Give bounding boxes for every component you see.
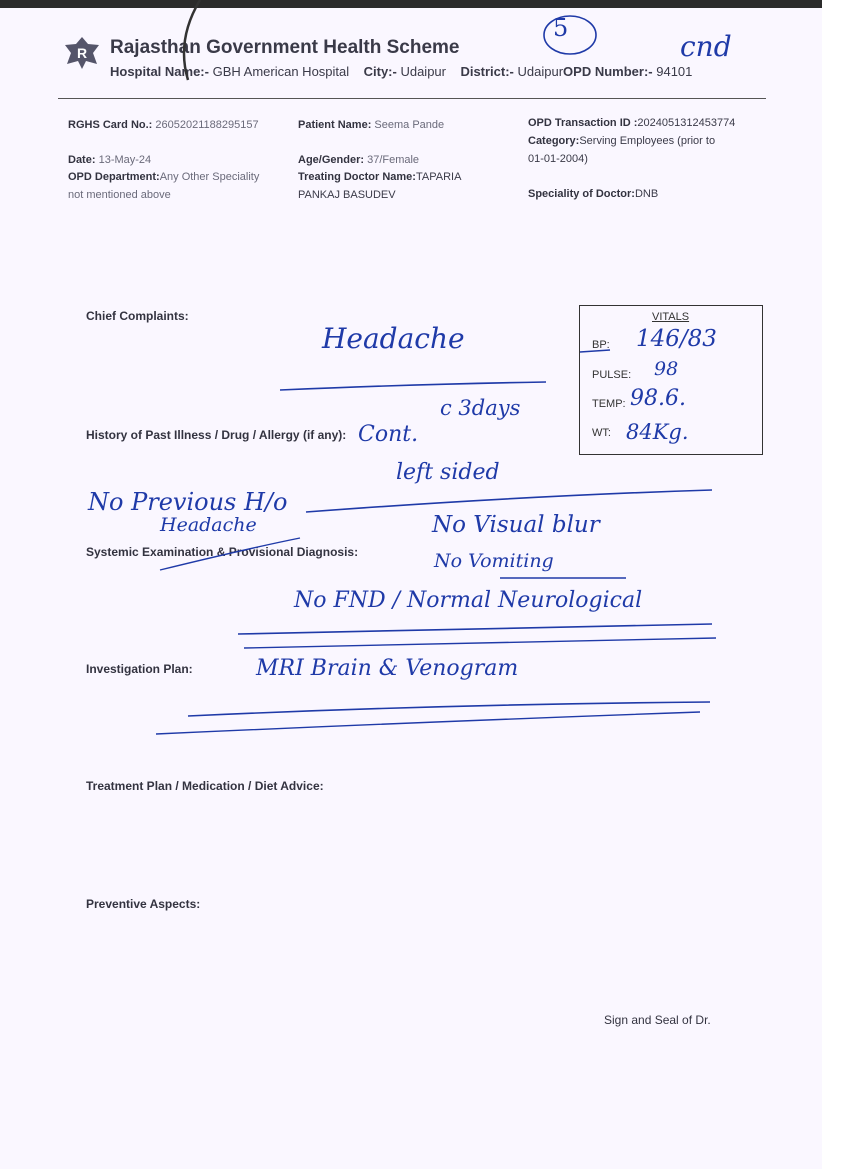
rghs-card-label: RGHS Card No.: xyxy=(68,119,153,131)
initials-scribble: cnd xyxy=(680,30,732,63)
number-circle xyxy=(544,16,596,54)
paper-clip-mark xyxy=(184,0,200,80)
rghs-card-value: 26052021188295157 xyxy=(155,119,259,131)
diagnosis-underline xyxy=(238,624,712,634)
preventive-aspects-label: Preventive Aspects: xyxy=(86,897,201,911)
chief-complaint-underline xyxy=(280,382,546,390)
bp-label: BP: xyxy=(592,339,610,351)
sign-and-seal-label: Sign and Seal of Dr. xyxy=(604,1013,711,1027)
scheme-title: Rajasthan Government Health Scheme xyxy=(110,37,460,58)
continuous-text: Cont. xyxy=(358,422,419,447)
opd-number-label: OPD Number:- xyxy=(563,64,653,79)
opd-number-value: 94101 xyxy=(656,64,693,79)
temp-label: TEMP: xyxy=(592,398,626,410)
doctor-name-value-line1: TAPARIA xyxy=(415,171,462,183)
opd-department-label: OPD Department: xyxy=(68,171,160,183)
opd-department-value-line2: not mentioned above xyxy=(68,189,171,201)
age-gender-value: 37/Female xyxy=(367,154,420,166)
investigation-plan-label: Investigation Plan: xyxy=(86,662,193,676)
investigation-text: MRI Brain & Venogram xyxy=(256,656,519,681)
age-gender-label: Age/Gender: xyxy=(298,154,365,166)
history-underline xyxy=(306,490,712,512)
doctor-name-label: Treating Doctor Name: xyxy=(298,171,416,183)
side-text: left sided xyxy=(396,460,500,485)
no-visual-blur-text: No Visual blur xyxy=(432,512,600,538)
circled-number: 5 xyxy=(553,14,569,42)
speciality-value: DNB xyxy=(634,188,659,200)
opd-transaction-label: OPD Transaction ID : xyxy=(528,117,638,129)
category-value-line1: Serving Employees (prior to xyxy=(579,135,716,147)
speciality-label: Speciality of Doctor: xyxy=(528,188,635,200)
category-value-line2: 01-01-2004) xyxy=(528,153,588,165)
chief-complaints-label: Chief Complaints: xyxy=(86,309,189,323)
diagnosis-underline-2 xyxy=(244,638,716,648)
district-label: District:- xyxy=(460,64,514,79)
opd-transaction-value: 2024051312453774 xyxy=(637,117,736,129)
chief-complaint-text: Headache xyxy=(322,322,465,355)
weight-label: WT: xyxy=(592,427,611,439)
history-text-line2: Headache xyxy=(160,514,257,536)
systemic-underline xyxy=(160,538,300,570)
city-value: Udaipur xyxy=(400,64,446,79)
weight-value: 84Kg. xyxy=(626,420,689,444)
temp-value: 98.6. xyxy=(630,386,686,411)
bp-value: 146/83 xyxy=(636,326,717,352)
date-label: Date: xyxy=(68,154,96,166)
neuro-exam-text: No FND / Normal Neurological xyxy=(294,588,643,613)
city-label: City:- xyxy=(363,64,397,79)
no-vomiting-text: No Vomiting xyxy=(434,550,554,572)
category-label: Category: xyxy=(528,135,580,147)
district-value: Udaipur xyxy=(517,64,564,79)
patient-name-label: Patient Name: xyxy=(298,119,372,131)
vitals-title: VITALS xyxy=(652,311,690,323)
hospital-label: Hospital Name:- xyxy=(110,64,209,79)
pulse-value: 98 xyxy=(654,358,679,380)
date-value: 13-May-24 xyxy=(98,154,152,166)
investigation-underline-2 xyxy=(156,712,700,734)
duration-text: c 3days xyxy=(440,396,521,420)
patient-name-value: Seema Pande xyxy=(374,119,445,131)
history-text: No Previous H/o xyxy=(88,488,288,516)
doctor-name-value-line2: PANKAJ BASUDEV xyxy=(298,189,396,201)
pulse-label: PULSE: xyxy=(592,369,632,381)
opd-department-value-line1: Any Other Speciality xyxy=(159,171,260,183)
systemic-exam-label: Systemic Examination & Provisional Diagnosis: xyxy=(86,545,359,559)
svg-text:R: R xyxy=(77,45,88,61)
bp-underline xyxy=(580,350,610,352)
history-label: History of Past Illness / Drug / Allergy (if any): xyxy=(86,428,347,442)
hospital-value: GBH American Hospital xyxy=(212,64,350,79)
treatment-plan-label: Treatment Plan / Medication / Diet Advice: xyxy=(86,779,324,793)
